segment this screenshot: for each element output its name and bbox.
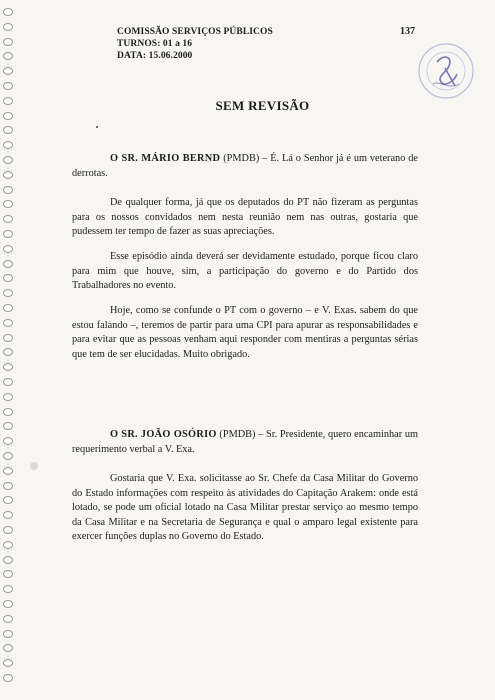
binder-hole — [3, 348, 13, 356]
page-number: 137 — [400, 26, 415, 37]
binder-hole — [3, 674, 13, 682]
binder-hole — [3, 363, 13, 371]
binder-hole — [3, 393, 13, 401]
binder-hole — [3, 245, 13, 253]
speaker-party: (PMDB) — [219, 429, 256, 440]
speaker-name: O SR. MÁRIO BERND — [110, 153, 221, 164]
speech1-intro — [72, 152, 418, 181]
binder-hole — [3, 556, 13, 564]
binder-hole — [3, 630, 13, 638]
binder-hole — [3, 526, 13, 534]
binder-hole — [3, 452, 13, 460]
paper-smudge — [30, 462, 38, 470]
header-date: DATA: 15.06.2000 — [117, 51, 193, 61]
binder-hole — [3, 260, 13, 268]
binder-hole — [3, 52, 13, 60]
binder-hole — [3, 482, 13, 490]
header-shifts: TURNOS: 01 a 16 — [117, 39, 193, 49]
binder-hole — [3, 230, 13, 238]
binder-hole — [3, 67, 13, 75]
binder-hole — [3, 615, 13, 623]
binder-hole — [3, 23, 13, 31]
paragraph: Esse episódio ainda deverá ser devidamente estudado, porque ficou claro para mim que houve, sim, a participação do governo e do Partido dos Trabalhadores no evento. — [72, 251, 418, 292]
header-commission: COMISSÃO SERVIÇOS PÚBLICOS — [117, 27, 273, 37]
binder-hole — [3, 200, 13, 208]
binder-hole — [3, 319, 13, 327]
paragraph: Gostaria que V. Exa. solicitasse ao Sr. Chefe da Casa Militar do Governo do Estado informações com respeito às atividades do Capitação Arakem: onde está lotado, se pode um oficial lotado na Casa Militar prestar serviço ao mesmo tempo da Casa Militar e na Secretaria de Segurança e qual o amparo legal existente para exercer funções duplas no Governo do Estado. — [72, 473, 418, 543]
binder-hole — [3, 289, 13, 297]
ink-speck — [96, 126, 98, 128]
binder-hole — [3, 437, 13, 445]
binder-hole — [3, 408, 13, 416]
speaker-name: O SR. JOÃO OSÓRIO — [110, 429, 217, 440]
binder-hole — [3, 141, 13, 149]
binder-hole — [3, 186, 13, 194]
binder-hole — [3, 659, 13, 667]
document-title: SEM REVISÃO — [215, 98, 310, 113]
paragraph: Hoje, como se confunde o PT com o governo – e V. Exas. sabem do que estou falando –, teremos de partir para uma CPI para apurar as responsabilidades e para evitar que as pessoas venham aqui responder com mentiras a perguntas sérias que tem de ser elucidadas. Muito obrigado. — [72, 305, 418, 360]
binder-hole — [3, 541, 13, 549]
binder-hole — [3, 156, 13, 164]
binder-hole — [3, 304, 13, 312]
binder-hole — [3, 496, 13, 504]
binder-hole — [3, 215, 13, 223]
speech-text: – É. Lá o Senhor já é um veterano de derrotas. — [72, 153, 418, 179]
binder-hole — [3, 126, 13, 134]
binder-hole — [3, 378, 13, 386]
binder-hole — [3, 600, 13, 608]
binder-hole — [3, 171, 13, 179]
binder-hole — [3, 38, 13, 46]
binder-hole — [3, 274, 13, 282]
binder-hole — [3, 334, 13, 342]
binder-hole — [3, 644, 13, 652]
document-header — [117, 26, 273, 62]
binder-hole — [3, 422, 13, 430]
paragraph: De qualquer forma, já que os deputados do PT não fizeram as perguntas para os nossos convidados nem nesta reunião nem nas outras, gostaria que pudessem ter tempo de fazer as suas apreciações. — [72, 197, 418, 238]
binder-hole — [3, 511, 13, 519]
binder-hole — [3, 570, 13, 578]
binder-hole — [3, 82, 13, 90]
binder-hole — [3, 585, 13, 593]
binder-hole — [3, 467, 13, 475]
speaker-party: (PMDB) — [223, 153, 260, 164]
speech-text: – Sr. Presidente, quero encaminhar um requerimento verbal a V. Exa. — [72, 429, 419, 455]
speech2-intro — [72, 428, 418, 457]
official-stamp-icon — [415, 40, 477, 102]
binder-hole — [3, 8, 13, 16]
